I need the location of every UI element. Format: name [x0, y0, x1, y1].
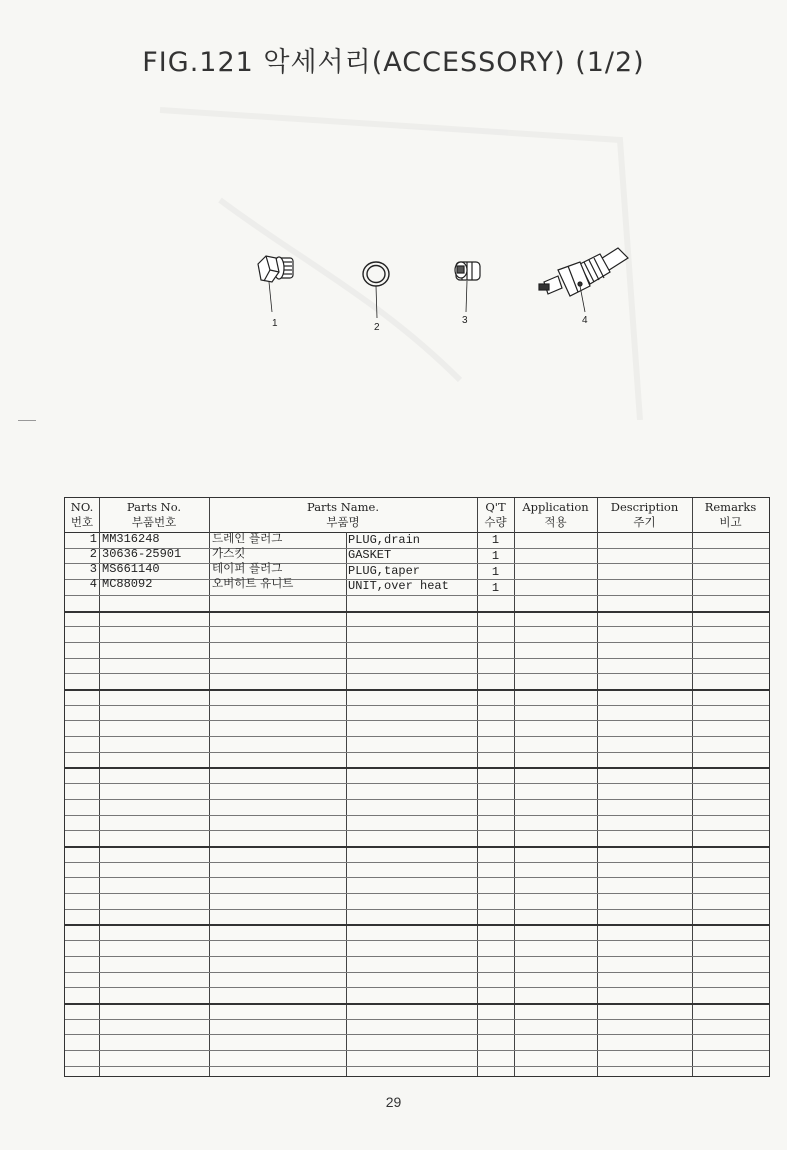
- drain-plug-drawing: [258, 256, 293, 312]
- row-rule: [65, 752, 769, 753]
- row-rule: [65, 658, 769, 659]
- row-qty: 1: [491, 533, 500, 547]
- col-divider: [597, 498, 598, 1076]
- row-rule: [65, 767, 769, 769]
- col-divider: [346, 532, 347, 1076]
- taper-plug-drawing: [455, 262, 480, 312]
- row-no: 4: [89, 577, 97, 591]
- row-qty: 1: [491, 565, 500, 579]
- row-rule: [65, 1034, 769, 1035]
- callout-2: 2: [374, 322, 380, 333]
- row-name-en: UNIT,over heat: [348, 579, 449, 593]
- row-rule: [65, 862, 769, 863]
- table-header: [65, 498, 769, 533]
- row-rule: [65, 1066, 769, 1067]
- callout-4: 4: [582, 315, 588, 326]
- col-divider: [209, 498, 210, 1076]
- header-no: NO. 번호: [70, 500, 94, 529]
- row-rule: [65, 673, 769, 674]
- row-rule: [65, 736, 769, 737]
- row-part-no: MM316248: [102, 532, 160, 546]
- row-name-ko: 드레인 플러그: [212, 531, 283, 545]
- callout-1: 1: [272, 318, 278, 329]
- row-rule: [65, 877, 769, 878]
- row-no: 1: [89, 532, 97, 546]
- row-rule: [65, 689, 769, 691]
- row-rule: [65, 1050, 769, 1051]
- row-rule: [65, 815, 769, 816]
- row-rule: [65, 642, 769, 643]
- row-rule: [65, 1019, 769, 1020]
- row-rule: [65, 799, 769, 800]
- callout-3: 3: [462, 315, 468, 326]
- row-rule: [65, 924, 769, 926]
- row-rule: [65, 909, 769, 910]
- row-rule: [65, 893, 769, 894]
- row-part-no: 30636-25901: [102, 547, 182, 561]
- row-rule: [65, 972, 769, 973]
- row-rule: [65, 783, 769, 784]
- page-number: 29: [385, 1094, 402, 1110]
- header-parts-no: Parts No. 부품번호: [126, 500, 182, 529]
- row-name-ko: 테이퍼 플러그: [212, 561, 283, 575]
- row-rule: [65, 705, 769, 706]
- overheat-unit-drawing: [539, 248, 628, 312]
- row-rule: [65, 956, 769, 957]
- row-qty: 1: [491, 549, 500, 563]
- header-remarks: Remarks 비고: [704, 500, 757, 529]
- row-rule: [65, 611, 769, 613]
- col-divider: [99, 498, 100, 1076]
- margin-mark: [18, 420, 36, 421]
- header-qty: Q'T 수량: [484, 500, 507, 529]
- row-no: 2: [89, 547, 97, 561]
- header-parts-name: Parts Name. 부품명: [306, 500, 380, 529]
- row-name-ko: 오버히트 유니트: [212, 576, 294, 590]
- page-title: FIG.121 악세서리(ACCESSORY) (1/2): [142, 47, 645, 78]
- row-rule: [65, 987, 769, 988]
- row-qty: 1: [491, 581, 500, 595]
- row-no: 3: [89, 562, 97, 576]
- row-rule: [65, 846, 769, 848]
- row-name-en: PLUG,taper: [348, 564, 421, 578]
- header-application: Application 적용: [522, 500, 589, 529]
- row-rule: [65, 1003, 769, 1005]
- row-rule: [65, 940, 769, 941]
- col-divider: [514, 498, 515, 1076]
- col-divider: [692, 498, 693, 1076]
- row-rule: [65, 830, 769, 831]
- row-rule: [65, 595, 769, 596]
- parts-illustration: [0, 0, 787, 420]
- row-rule: [65, 626, 769, 627]
- row-part-no: MC88092: [102, 577, 153, 591]
- row-rule: [65, 720, 769, 721]
- row-part-no: MS661140: [102, 562, 160, 576]
- row-name-en: PLUG,drain: [348, 533, 421, 547]
- header-description: Description 주기: [610, 500, 679, 529]
- parts-table: [64, 497, 770, 1077]
- row-name-ko: 가스킷: [212, 546, 246, 560]
- row-name-en: GASKET: [348, 548, 392, 562]
